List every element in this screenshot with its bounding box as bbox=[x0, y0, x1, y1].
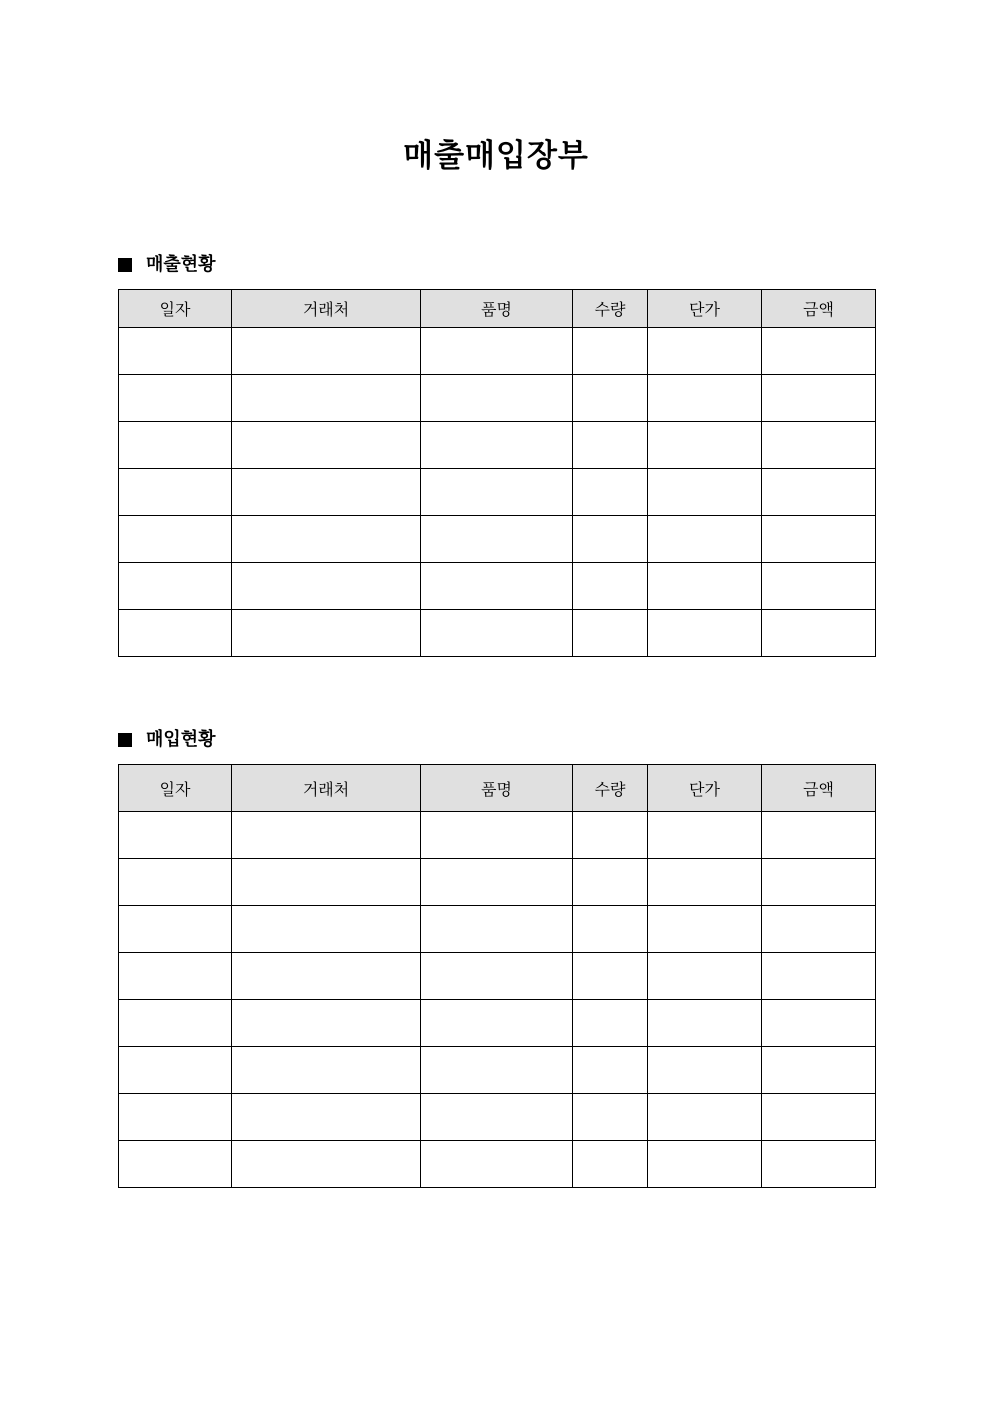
purchase-table-cell[interactable] bbox=[573, 906, 648, 953]
sales-table-cell[interactable] bbox=[573, 375, 648, 422]
purchase-table-cell[interactable] bbox=[762, 1047, 876, 1094]
purchase-table-cell[interactable] bbox=[762, 1094, 876, 1141]
sales-table-cell[interactable] bbox=[648, 328, 762, 375]
purchase-table-cell[interactable] bbox=[119, 953, 232, 1000]
purchase-table-cell[interactable] bbox=[232, 1047, 421, 1094]
sales-table-cell[interactable] bbox=[421, 563, 573, 610]
sales-table-cell[interactable] bbox=[648, 610, 762, 657]
purchase-table-cell[interactable] bbox=[573, 953, 648, 1000]
purchase-table-cell[interactable] bbox=[573, 1094, 648, 1141]
purchase-table-cell[interactable] bbox=[232, 859, 421, 906]
purchase-table-row bbox=[119, 953, 876, 1000]
purchase-table-cell[interactable] bbox=[119, 1000, 232, 1047]
sales-table-row bbox=[119, 328, 876, 375]
purchase-table-row bbox=[119, 859, 876, 906]
purchase-table bbox=[118, 764, 876, 1188]
sales-table-cell[interactable] bbox=[119, 516, 232, 563]
purchase-table-cell[interactable] bbox=[648, 953, 762, 1000]
sales-table-cell[interactable] bbox=[421, 610, 573, 657]
purchase-table-row bbox=[119, 1047, 876, 1094]
purchase-table-cell[interactable] bbox=[648, 812, 762, 859]
sales-header-row bbox=[119, 290, 876, 328]
purchase-table-body bbox=[119, 812, 876, 1188]
sales-table-cell[interactable] bbox=[762, 516, 876, 563]
purchase-table-cell[interactable] bbox=[648, 906, 762, 953]
purchase-table-cell[interactable] bbox=[421, 1000, 573, 1047]
sales-table-cell[interactable] bbox=[119, 422, 232, 469]
purchase-table-cell[interactable] bbox=[119, 906, 232, 953]
purchase-table-cell[interactable] bbox=[421, 953, 573, 1000]
purchase-table-cell[interactable] bbox=[232, 1000, 421, 1047]
purchase-table-row bbox=[119, 906, 876, 953]
sales-table-cell[interactable] bbox=[232, 469, 421, 516]
sales-table-body bbox=[119, 328, 876, 657]
purchase-section-label: 매입현황 bbox=[146, 729, 216, 750]
purchase-table-cell[interactable] bbox=[648, 1000, 762, 1047]
sales-table-cell[interactable] bbox=[762, 563, 876, 610]
purchase-table-row bbox=[119, 1141, 876, 1188]
sales-table-cell[interactable] bbox=[762, 375, 876, 422]
sales-col-customer: 거래처 bbox=[232, 290, 421, 328]
purchase-col-amount: 금액 bbox=[762, 765, 876, 812]
sales-table-cell[interactable] bbox=[421, 375, 573, 422]
sales-table-cell[interactable] bbox=[421, 422, 573, 469]
purchase-table-cell[interactable] bbox=[648, 1141, 762, 1188]
sales-table-cell[interactable] bbox=[421, 516, 573, 563]
sales-col-amount: 금액 bbox=[762, 290, 876, 328]
purchase-table-cell[interactable] bbox=[232, 1141, 421, 1188]
purchase-table-row bbox=[119, 1000, 876, 1047]
purchase-table-cell[interactable] bbox=[232, 906, 421, 953]
sales-table-cell[interactable] bbox=[119, 563, 232, 610]
sales-col-date: 일자 bbox=[119, 290, 232, 328]
purchase-table-cell[interactable] bbox=[573, 812, 648, 859]
purchase-table-row bbox=[119, 812, 876, 859]
sales-table-cell[interactable] bbox=[762, 469, 876, 516]
purchase-table-cell[interactable] bbox=[119, 1047, 232, 1094]
purchase-table-row bbox=[119, 1094, 876, 1141]
purchase-table-cell[interactable] bbox=[648, 1094, 762, 1141]
sales-table-cell[interactable] bbox=[232, 375, 421, 422]
sales-table-cell[interactable] bbox=[232, 516, 421, 563]
sales-table-cell[interactable] bbox=[573, 563, 648, 610]
sales-table-cell[interactable] bbox=[573, 469, 648, 516]
sales-table-row bbox=[119, 375, 876, 422]
purchase-table-cell[interactable] bbox=[421, 1047, 573, 1094]
purchase-table-cell[interactable] bbox=[119, 1141, 232, 1188]
sales-table-cell[interactable] bbox=[119, 328, 232, 375]
sales-col-quantity: 수량 bbox=[573, 290, 648, 328]
sales-table-cell[interactable] bbox=[573, 422, 648, 469]
purchase-table-cell[interactable] bbox=[762, 953, 876, 1000]
sales-table-cell[interactable] bbox=[573, 516, 648, 563]
purchase-col-date: 일자 bbox=[119, 765, 232, 812]
purchase-table-cell[interactable] bbox=[762, 906, 876, 953]
purchase-table-cell[interactable] bbox=[762, 812, 876, 859]
document-title: 매출매입장부 bbox=[403, 138, 589, 174]
purchase-col-unit-price: 단가 bbox=[648, 765, 762, 812]
purchase-table-cell[interactable] bbox=[421, 906, 573, 953]
purchase-header-row bbox=[119, 765, 876, 812]
sales-table-cell[interactable] bbox=[762, 328, 876, 375]
sales-table-row bbox=[119, 422, 876, 469]
purchase-table-cell[interactable] bbox=[119, 812, 232, 859]
sales-col-unit-price: 단가 bbox=[648, 290, 762, 328]
sales-table-cell[interactable] bbox=[232, 422, 421, 469]
sales-table-cell[interactable] bbox=[421, 469, 573, 516]
purchase-table-cell[interactable] bbox=[762, 1000, 876, 1047]
purchase-table-cell[interactable] bbox=[119, 1094, 232, 1141]
sales-table-cell[interactable] bbox=[648, 422, 762, 469]
purchase-col-supplier: 거래처 bbox=[232, 765, 421, 812]
purchase-table-cell[interactable] bbox=[119, 859, 232, 906]
sales-table-cell[interactable] bbox=[648, 375, 762, 422]
purchase-table-cell[interactable] bbox=[421, 812, 573, 859]
purchase-table-cell[interactable] bbox=[573, 1000, 648, 1047]
purchase-table-cell[interactable] bbox=[762, 1141, 876, 1188]
purchase-table-cell[interactable] bbox=[762, 859, 876, 906]
sales-table-cell[interactable] bbox=[762, 422, 876, 469]
sales-table-cell[interactable] bbox=[762, 610, 876, 657]
sales-section-heading bbox=[118, 252, 216, 278]
sales-section-label: 매출현황 bbox=[146, 254, 216, 275]
sales-table-cell[interactable] bbox=[232, 328, 421, 375]
purchase-table-cell[interactable] bbox=[648, 1047, 762, 1094]
sales-table-cell[interactable] bbox=[119, 375, 232, 422]
sales-table-row bbox=[119, 516, 876, 563]
sales-table-row bbox=[119, 563, 876, 610]
purchase-col-quantity: 수량 bbox=[573, 765, 648, 812]
purchase-table-cell[interactable] bbox=[648, 859, 762, 906]
sales-table-cell[interactable] bbox=[119, 610, 232, 657]
purchase-table-cell[interactable] bbox=[421, 1141, 573, 1188]
sales-table-cell[interactable] bbox=[573, 328, 648, 375]
sales-table-row bbox=[119, 469, 876, 516]
purchase-table-cell[interactable] bbox=[573, 1141, 648, 1188]
purchase-table-cell[interactable] bbox=[573, 859, 648, 906]
purchase-table-cell[interactable] bbox=[421, 859, 573, 906]
purchase-table-cell[interactable] bbox=[573, 1047, 648, 1094]
square-bullet-icon bbox=[118, 733, 132, 747]
sales-table-cell[interactable] bbox=[648, 563, 762, 610]
sales-table-cell[interactable] bbox=[119, 469, 232, 516]
sales-table-cell[interactable] bbox=[573, 610, 648, 657]
square-bullet-icon bbox=[118, 258, 132, 272]
purchase-table-cell[interactable] bbox=[232, 1094, 421, 1141]
sales-table-cell[interactable] bbox=[232, 610, 421, 657]
sales-col-item: 품명 bbox=[421, 290, 573, 328]
purchase-col-item: 품명 bbox=[421, 765, 573, 812]
purchase-table-cell[interactable] bbox=[232, 812, 421, 859]
purchase-table-cell[interactable] bbox=[421, 1094, 573, 1141]
sales-table-cell[interactable] bbox=[421, 328, 573, 375]
sales-table-row bbox=[119, 610, 876, 657]
sales-table-cell[interactable] bbox=[648, 469, 762, 516]
purchase-section-heading bbox=[118, 727, 216, 753]
sales-table-cell[interactable] bbox=[232, 563, 421, 610]
sales-table bbox=[118, 289, 876, 657]
purchase-table-cell[interactable] bbox=[232, 953, 421, 1000]
sales-table-cell[interactable] bbox=[648, 516, 762, 563]
